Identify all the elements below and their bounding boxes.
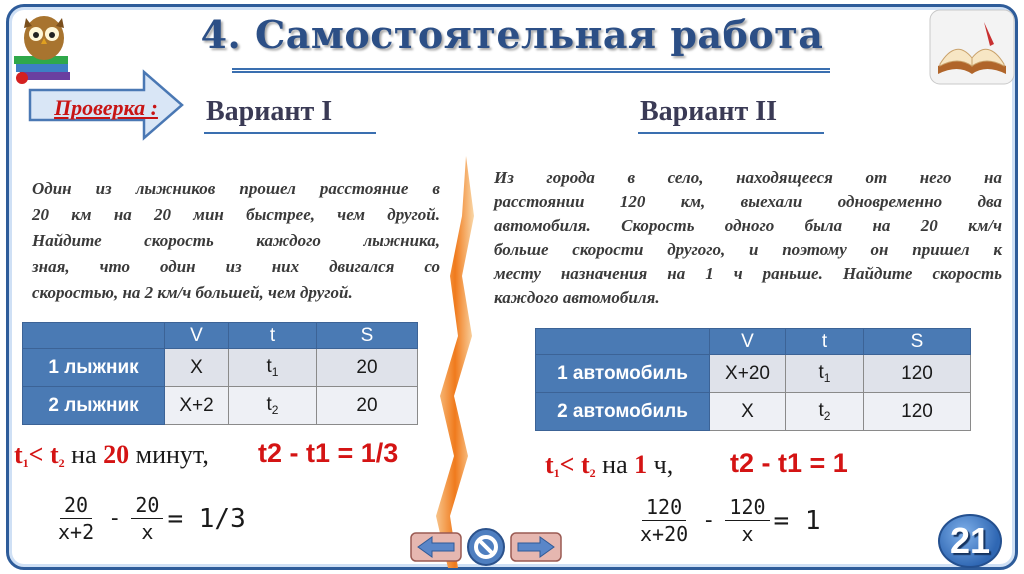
title-underline — [232, 68, 830, 73]
variant-2-time-difference: t2 - t1 = 1 — [730, 448, 848, 478]
variant-2-condition: $t_1< t_2$ на 1 ч, — [545, 450, 674, 480]
cell-v: X+2 — [165, 387, 229, 425]
variant-2-equation: $\frac{120}{x+20}$ - $\frac{120}{x}$ = 1 — [640, 495, 821, 546]
variant-1-task — [32, 176, 440, 306]
task-line: Один из лыжников прошел расстояние в — [32, 179, 440, 198]
table-row — [23, 349, 418, 387]
variant-2-table — [535, 328, 971, 431]
cell-t: $t_1$ — [786, 355, 864, 393]
table-header: S — [317, 323, 418, 349]
flame-divider — [428, 156, 484, 568]
cell-s: 120 — [864, 355, 971, 393]
check-label[interactable]: Проверка : — [54, 95, 158, 120]
table-header: t — [786, 329, 864, 355]
task-line: месту назначения на 1 ч раньше. Найдите скорость — [494, 264, 1002, 283]
variant-1-equation: $\frac{20}{x+2}$ - $\frac{20}{x}$ = 1/3 — [58, 493, 246, 544]
task-line: автомобиля. Скорость одного была на 20 км/ч — [494, 216, 1002, 235]
table-header: t — [229, 323, 317, 349]
row-label: 2 автомобиль — [536, 393, 710, 431]
task-line: зная, что один из них двигался со — [32, 257, 440, 276]
task-line: скоростью, на 2 км/ч большей, чем другой. — [32, 283, 353, 302]
task-line: 20 км на 20 мин быстрее, чем другой. — [32, 205, 440, 224]
variant-1-condition: $t_1< t_2$ на 20 минут, — [14, 440, 209, 470]
previous-slide-icon[interactable] — [410, 527, 462, 567]
row-label: 1 лыжник — [23, 349, 165, 387]
variant-1-underline — [204, 132, 376, 134]
cell-v: X — [710, 393, 786, 431]
variant-1-time-difference: t2 - t1 = 1/3 — [258, 438, 399, 468]
row-label: 1 автомобиль — [536, 355, 710, 393]
table-header — [23, 323, 165, 349]
task-line: расстоянии 120 км, выехали одновременно два — [494, 192, 1002, 211]
table-header: V — [710, 329, 786, 355]
task-line: больше скорости другого, и поэтому он пришел к — [494, 240, 1002, 259]
page-number-badge: 21 — [938, 514, 1002, 568]
variant-2-heading: Вариант II — [640, 96, 778, 127]
cell-t: $t_2$ — [229, 387, 317, 425]
page-title: 4. Самостоятельная работа — [200, 12, 824, 57]
cell-t: $t_1$ — [229, 349, 317, 387]
variant-2-underline — [638, 132, 824, 134]
task-line: Найдите скорость каждого лыжника, — [32, 231, 440, 250]
cell-v: X — [165, 349, 229, 387]
table-header: V — [165, 323, 229, 349]
cell-s: 20 — [317, 349, 418, 387]
variant-2-task — [494, 166, 1002, 310]
variant-1-table — [22, 322, 418, 425]
cell-s: 20 — [317, 387, 418, 425]
home-icon[interactable] — [466, 527, 506, 567]
cell-s: 120 — [864, 393, 971, 431]
cell-t: $t_2$ — [786, 393, 864, 431]
row-label: 2 лыжник — [23, 387, 165, 425]
variant-1-heading: Вариант I — [206, 96, 333, 127]
task-line: каждого автомобиля. — [494, 288, 660, 307]
table-row — [23, 387, 418, 425]
table-row — [536, 393, 971, 431]
table-header: S — [864, 329, 971, 355]
table-row — [536, 355, 971, 393]
table-header — [536, 329, 710, 355]
task-line: Из города в село, находящееся от него на — [494, 168, 1002, 187]
next-slide-icon[interactable] — [510, 527, 562, 567]
cell-v: X+20 — [710, 355, 786, 393]
